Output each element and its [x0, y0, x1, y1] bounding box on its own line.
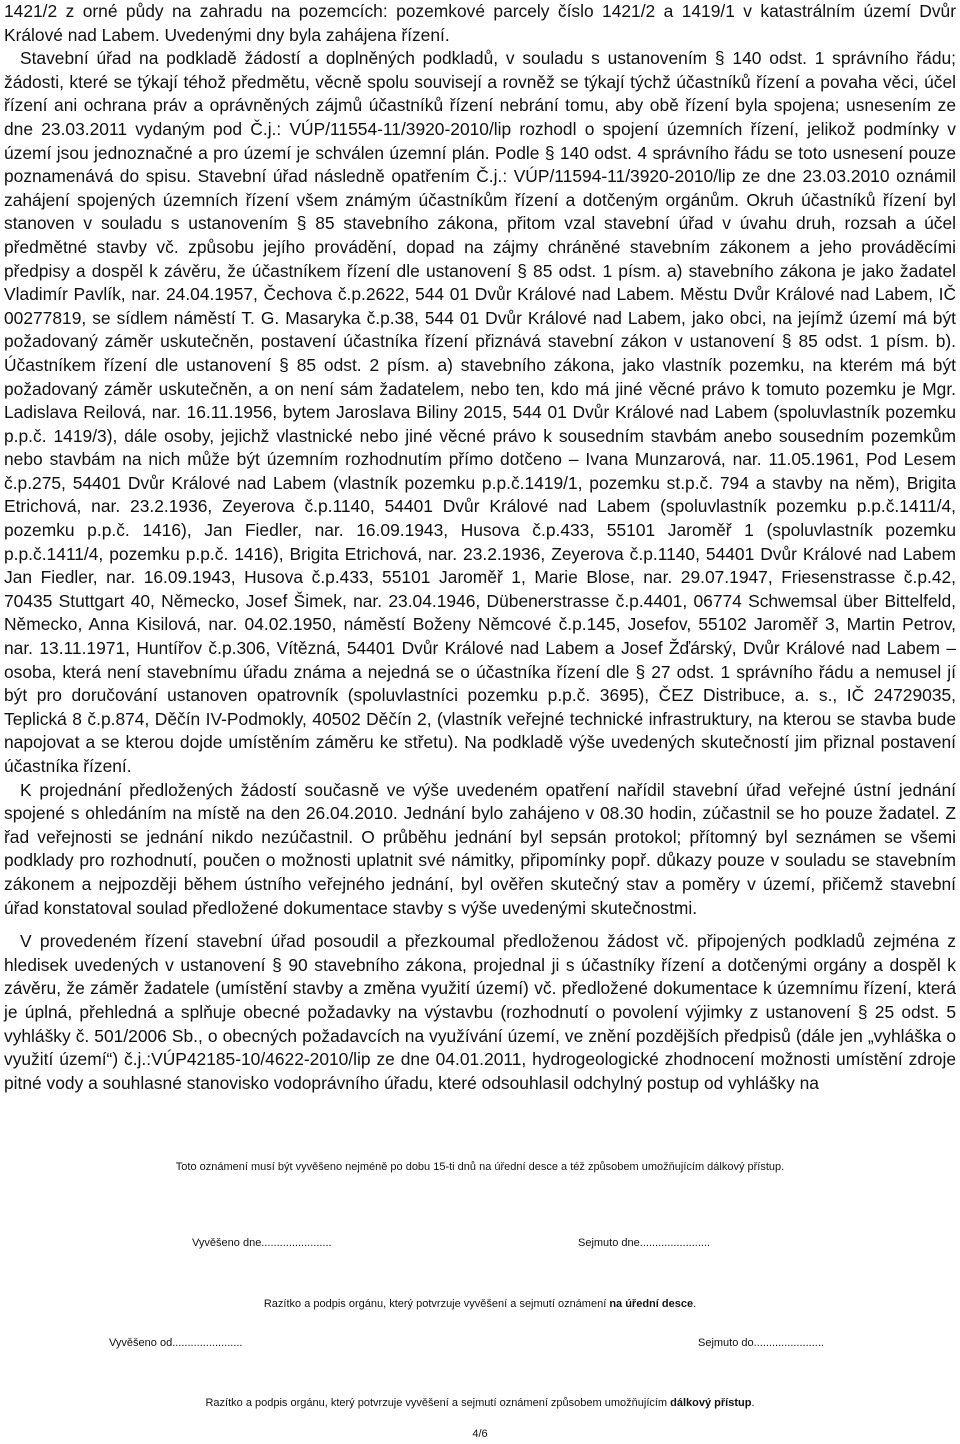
removed-to-field: Sejmuto do.......................	[698, 1337, 824, 1349]
body-paragraph-4: V provedeném řízení stavební úřad posoudil a přezkoumal předloženou žádost vč. připojených podkladů zejména z hledisek uvedených v ustanovení § 90 stavebního zákona, projednal ji s účastníky řízení a dotčenými orgány a dospěl k závěru, že záměr žadatele (umístění stavby a změna využití území) vč. předložené dokumentace k územnímu řízení, která je úplná, přehledná a splňuje obecné požadavky na výstavbu (rozhodnutí o povolení výjimky z ustanovení § 25 odst. 5 vyhlášky č. 501/2006 Sb., o obecných požadavcích na využívání území, ve znění pozdějších předpisů (dále jen „vyhláška o využití území“) č.j.:VÚP42185-10/4622-2010/lip ze dne 04.01.2011, hydrogeologické zhodnocení možnosti umístění zdroje pitné vody a souhlasné stanovisko vodoprávního úřadu, které odsouhlasil odchylný postup od vyhlášky na	[4, 931, 956, 1093]
posted-date-field: Vyvěšeno dne.......................	[192, 1237, 332, 1249]
remote-access-stamp-note: Razítko a podpis orgánu, který potvrzuje vyvěšení a sejmutí oznámení způsobem umožňujícím dálkový přístup.	[205, 1397, 755, 1409]
body-paragraph-2: Stavební úřad na podkladě žádostí a doplněných podkladů, v souladu s ustanovením § 140 odst. 1 správního řádu; žádosti, které se týkají téhož předmětu, věcně spolu souvisejí a rovněž se týkají týchž účastníků řízení a povaha věci, účel řízení ani ochrana práv a oprávněných zájmů účastníků řízení nebrání tomu, aby obě řízení byla spojena; usnesením ze dne 23.03.2011 vydaným pod Č.j.: VÚP/11554-11/3920-2010/lip rozhodl o spojení územních řízení, jelikož podmínky v území jsou jednoznačné a pro území je schválen územní plán. Podle § 140 odst. 4 správního řádu se toto usnesení pouze poznamenává do spisu. Stavební úřad následně opatřením Č.j.: VÚP/11594-11/3920-2010/lip ze dne 23.03.2010 oznámil zahájení spojených územních řízení všem známým účastníkům řízení a dotčeným orgánům. Okruh účastníků řízení byl stanoven v souladu s ustanovením § 85 stavebního zákona, přitom vzal stavební úřad v úvahu druh, rozsah a účel předmětné stavby vč. způsobu jejího provádění, dopad na zájmy chráněné stavebním zákonem a jeho prováděcími předpisy a dospěl k závěru, že účastníkem řízení dle ustanovení § 85 odst. 1 písm. a) stavebního zákona je jako žadatel Vladimír Pavlík, nar. 24.04.1957, Čechova č.p.2622, 544 01 Dvůr Králové nad Labem. Městu Dvůr Králové nad Labem, IČ 00277819, se sídlem náměstí T. G. Masaryka č.p.38, 544 01 Dvůr Králové nad Labem, jako obci, na jejímž území má být požadovaný záměr uskutečněn, postavení účastníka řízení přiznává stavební zákon v ustanovení § 85 odst. 1 písm. b). Účastníkem řízení dle ustanovení § 85 odst. 2 písm. a) stavebního zákona, jako vlastník pozemku, na kterém má být požadovaný záměr uskutečněn, a on není sám žadatelem, nebo ten, kdo má jiné věcné právo k tomuto pozemku je Mgr. Ladislava Reilová, nar. 16.11.1956, bytem Jaroslava Biliny 2015, 544 01 Dvůr Králové nad Labem (spoluvlastník pozemku p.p.č. 1419/3), dále osoby, jejichž vlastnické nebo jiné věcné právo k sousedním stavbám anebo sousedním pozemkům nebo stavbám na nich může být územním rozhodnutím přímo dotčeno – Ivana Munzarová, nar. 11.05.1961, Pod Lesem č.p.275, 54401 Dvůr Králové nad Labem (vlastník pozemku p.p.č.1419/1, pozemku st.p.č. 794 a stavby na něm), Brigita Etrichová, nar. 23.2.1936, Zeyerova č.p.1140, 54401 Dvůr Králové nad Labem (spoluvlastník pozemku p.p.č.1411/4, pozemku p.p.č. 1416), Jan Fiedler, nar. 16.09.1943, Husova č.p.433, 55101 Jaroměř 1 (spoluvlastník pozemku p.p.č.1411/4, pozemku p.p.č. 1416), Brigita Etrichová, nar. 23.2.1936, Zeyerova č.p.1140, 54401 Dvůr Králové nad Labem Jan Fiedler, nar. 16.09.1943, Husova č.p.433, 55101 Jaroměř 1, Marie Blose, nar. 29.07.1947, Friesenstrasse č.p.42, 70435 Stuttgart 40, Německo, Josef Šimek, nar. 23.04.1946, Dübenerstrasse č.p.4401, 06774 Schwemsal über Bittelfeld, Německo, Anna Kisilová, nar. 04.02.1950, náměstí Boženy Němcové č.p.145, Josefov, 55102 Jaroměř 3, Martin Petrov, nar. 13.11.1971, Huntířov č.p.306, Vítězná, 54401 Dvůr Králové nad Labem a Josef Žďárský, Dvůr Králové nad Labem – osoba, která není stavebnímu úřadu známa a nejedná se o účastníka řízení dle § 27 odst. 1 správního řádu a nemusel jí být pro doručování ustanoven opatrovník (spoluvlastníci pozemku p.p.č. 3695), ČEZ Distribuce, a. s., IČ 24729035, Teplická 8 č.p.874, Děčín IV-Podmokly, 40502 Děčín 2, (vlastník veřejné technické infrastruktury, na kterou se stavba bude napojovat a se kterou dojde umístěním záměru ke střetu). Na podkladě výše uvedených skutečností jim přiznal postavení účastníka řízení.	[4, 48, 956, 776]
posted-from-field: Vyvěšeno od.......................	[109, 1337, 243, 1349]
document-page	[4, 0, 956, 1095]
removed-date-field: Sejmuto dne.......................	[578, 1237, 711, 1249]
body-paragraph-1: 1421/2 z orné půdy na zahradu na pozemcích: pozemkové parcely číslo 1421/2 a 1419/1 v katastrálním území Dvůr Králové nad Labem. Uvedenými dny byla zahájena řízení.	[4, 1, 956, 45]
posting-notice: Toto oznámení musí být vyvěšeno nejméně po dobu 15-ti dnů na úřední desce a též způsobem umožňujícím dálkový přístup.	[175, 1161, 785, 1173]
page-number: 4/6	[472, 1428, 488, 1440]
body-paragraph-3: K projednání předložených žádostí současně ve výše uvedeném opatření nařídil stavební úřad veřejné ústní jednání spojené s ohledáním na místě na den 26.04.2010. Jednání bylo zahájeno v 08.30 hodin, zúčastnil se ho pouze žadatel. Z řad veřejnosti se jednání nikdo nezúčastnil. O průběhu jednání byl sepsán protokol; přítomný byl seznámen se všemi podklady pro rozhodnutí, poučen o možnosti uplatnit své námitky, připomínky popř. důkazy pouze v souladu se stavebním zákonem a nejpozději během ústního veřejného jednání, byl ověřen skutečný stav a poměry v území, přičemž stavební úřad konstatoval soulad předložené dokumentace stavby s výše uvedenými skutečnostmi.	[4, 779, 956, 918]
official-board-stamp-note: Razítko a podpis orgánu, který potvrzuje vyvěšení a sejmutí oznámení na úřední desce.	[263, 1298, 697, 1310]
